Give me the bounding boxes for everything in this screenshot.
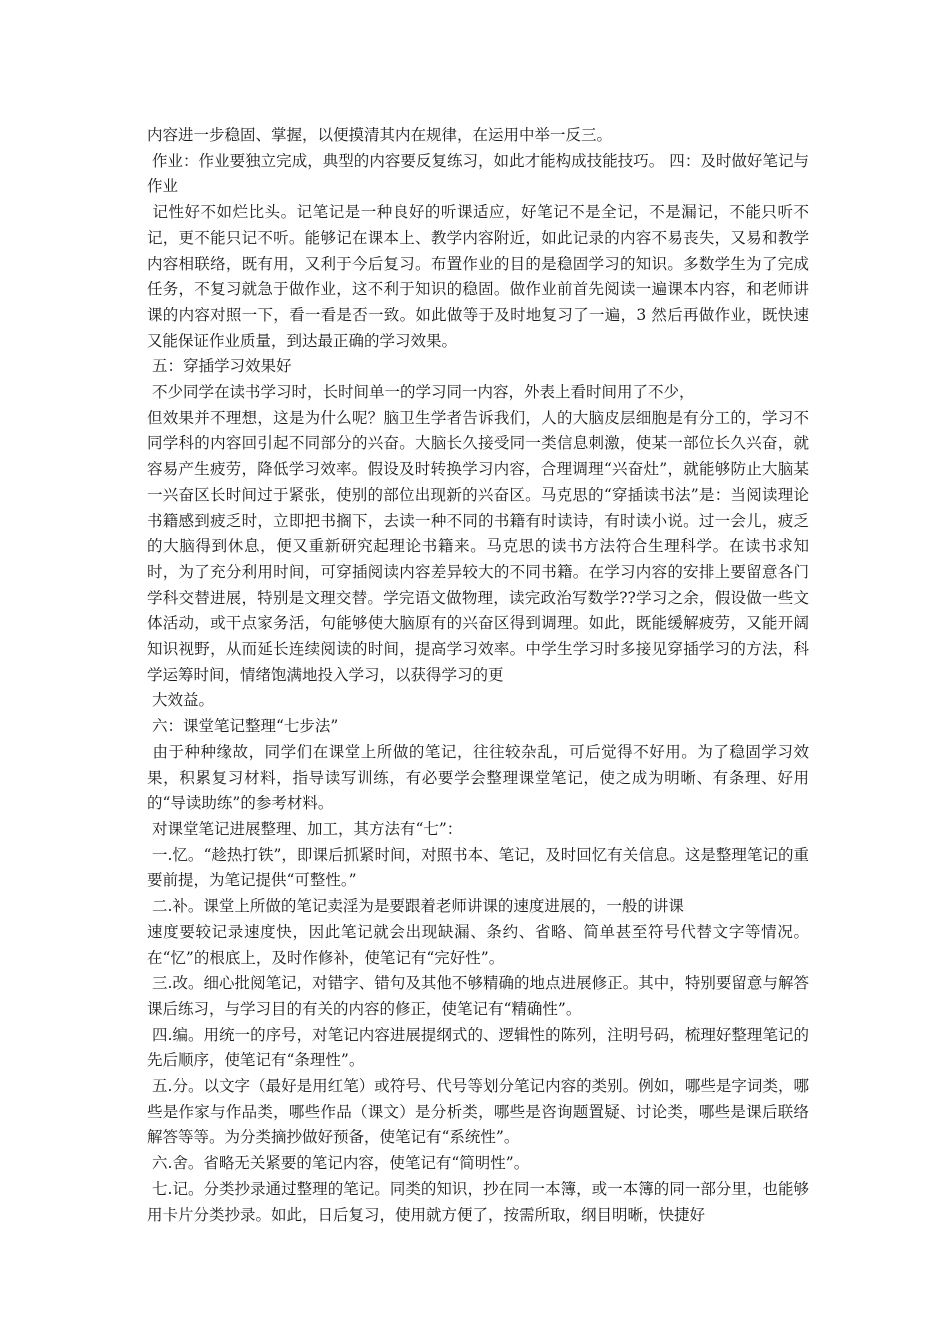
paragraph: 大效益。 (147, 691, 214, 710)
section-heading: 五：穿插学习效果好 (147, 357, 292, 376)
paragraph: 作业：作业要独立完成，典型的内容要反复练习，如此才能构成技能技巧。 四：及时做好笔记与作业 (147, 151, 809, 196)
list-item: 二.补。课堂上所做的笔记卖淫为是要跟着老师讲课的速度进展的，一般的讲课 (147, 897, 684, 916)
paragraph: 内容进一步稳固、掌握，以便摸清其内在规律，在运用中举一反三。 (147, 126, 613, 144)
document-body (147, 123, 809, 1228)
list-item: 七.记。分类抄录通过整理的笔记。同类的知识，抄在同一本簿，或一本簿的同一部分里，也能够用卡片分类抄录。如此，日后复习，使用就方便了，按需所取，纲目明晰，快捷好 (147, 1179, 809, 1224)
paragraph: 对课堂笔记进展整理、加工，其方法有“七”： (147, 819, 463, 838)
paragraph: 记性好不如烂比头。记笔记是一种良好的听课适应，好笔记不是全记，不是漏记，不能只听不记，更不能只记不听。能够记在课本上、教学内容附近，如此记录的内容不易丧失，又易和教学内容相联络，既有用，又利于今后复习。布置作业的目的是稳固学习的知识。多数学生为了完成任务，不复习就急于做作业，这不利于知识的稳固。做作业前首先阅读一遍课本内容，和老师讲课的内容对照一下，看一看是否一致。如此做等于及时地复习了一遍，3 然后再做作业，既快速又能保证作业质量，到达最正确的学习效果。 (147, 203, 809, 350)
paragraph: 由于种种缘故，同学们在课堂上所做的笔记，往往较杂乱，可后觉得不好用。为了稳固学习效果，积累复习材料，指导读写训练，有必要学会整理课堂笔记，使之成为明晰、有条理、好用的“导读助练”的参考材料。 (147, 742, 809, 813)
list-item: 一.忆。“趁热打铁”，即课后抓紧时间，对照书本、笔记，及时回忆有关信息。这是整理笔记的重要前提，为笔记提供“可整性。” (147, 845, 809, 890)
list-item: 六.舍。省略无关紧要的笔记内容，使笔记有“简明性”。 (147, 1154, 530, 1173)
paragraph: 不少同学在读书学习时，长时间单一的学习同一内容，外表上看时间用了不少， (147, 383, 695, 402)
paragraph: 速度要较记录速度快，因此笔记就会出现缺漏、条约、省略、简单甚至符号代替文字等情况。在“忆”的根底上，及时作修补，使笔记有“完好性”。 (147, 922, 809, 967)
section-heading: 六：课堂笔记整理“七步法” (147, 717, 339, 736)
list-item: 四.编。用统一的序号，对笔记内容进展提纲式的、逻辑性的陈列，注明号码，梳理好整理笔记的先后顺序，使笔记有“条理性”。 (147, 1025, 809, 1070)
list-item: 五.分。以文字（最好是用红笔）或符号、代号等划分笔记内容的类别。例如，哪些是字词类，哪些是作家与作品类，哪些作品（课文）是分析类，哪些是咨询题置疑、讨论类，哪些是课后联络解答等等。为分类摘抄做好预备，使笔记有“系统性”。 (147, 1077, 809, 1147)
paragraph: 但效果并不理想，这是为什么呢？脑卫生学者告诉我们，人的大脑皮层细胞是有分工的，学习不同学科的内容回引起不同部分的兴奋。大脑长久接受同一类信息刺激，使某一部位长久兴奋，就容易产生疲劳，降低学习效率。假设及时转换学习内容，合理调理“兴奋灶”，就能够防止大脑某一兴奋区长时间过于紧张，使别的部位出现新的兴奋区。马克思的“穿插读书法”是：当阅读理论书籍感到疲乏时，立即把书搁下，去读一种不同的书籍有时读诗，有时读小说。过一会儿，疲乏的大脑得到休息，便又重新研究起理论书籍来。马克思的读书方法符合生理科学。在读书求知时，为了充分利用时间，可穿插阅读内容差异较大的不同书籍。在学习内容的安排上要留意各门学科交替进展，特别是文理交替。学完语文做物理，读完政治写数学??学习之余，假设做一些文体活动，或干点家务活，句能够使大脑原有的兴奋区得到调理。如此，既能缓解疲劳，又能开阔知识视野，从而延长连续阅读的时间，提高学习效率。中学生学习时多接见穿插学习的方法，科学运筹时间，情绪饱满地投入学习，以获得学习的更 (147, 408, 809, 684)
list-item: 三.改。细心批阅笔记，对错字、错句及其他不够精确的地点进展修正。其中，特别要留意与解答课后练习，与学习目的有关的内容的修正，使笔记有“精确性”。 (147, 974, 809, 1018)
